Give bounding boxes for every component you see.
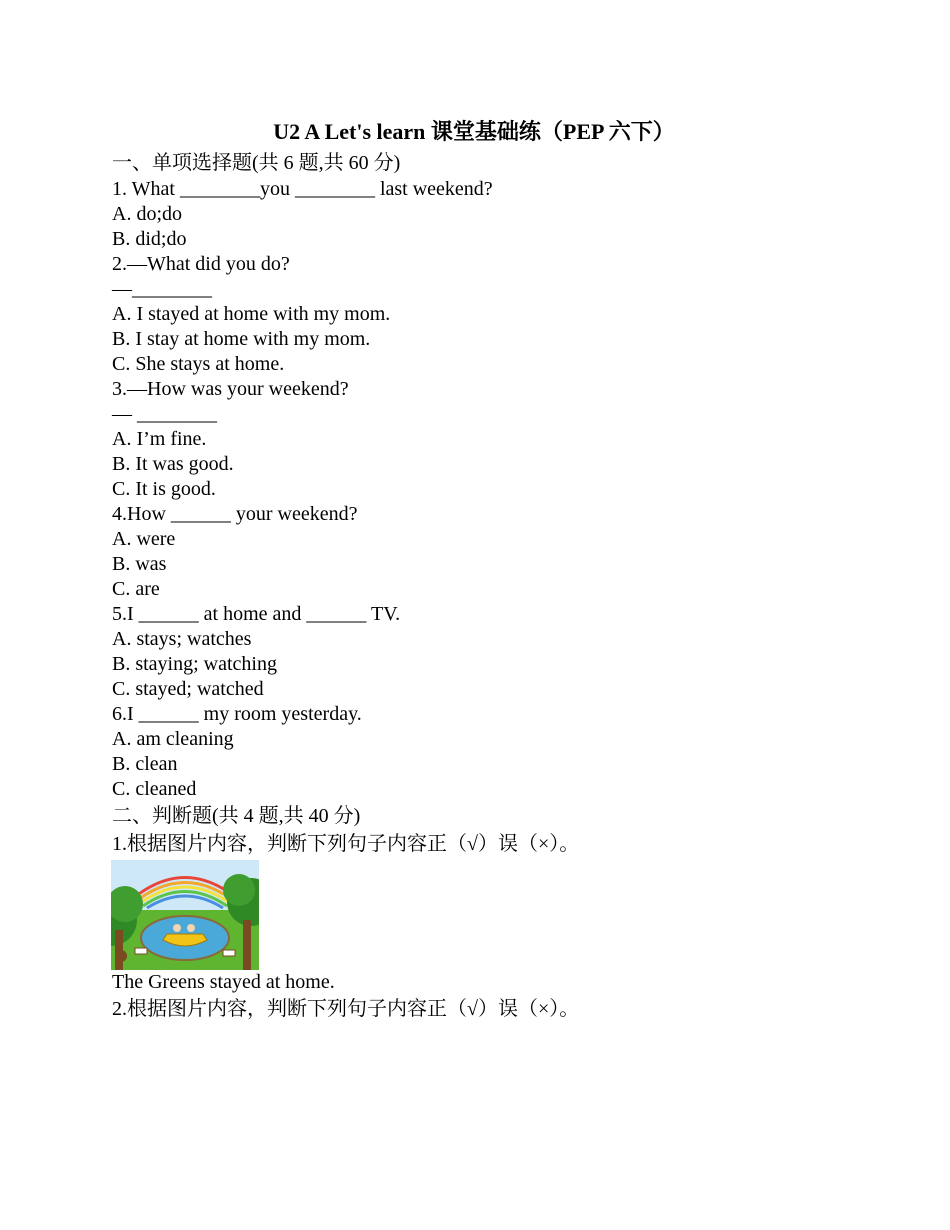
question-4: [112, 502, 872, 602]
judge-question-1: [112, 830, 872, 995]
question-2-option-a: A. I stayed at home with my mom.: [112, 303, 391, 325]
question-4-option-a: A. were: [112, 528, 176, 550]
question-6: [112, 702, 872, 802]
question-1: [112, 177, 872, 252]
question-5: [112, 602, 872, 702]
judge-question-1-instruction: 1.根据图片内容，判断下列句子内容正（√）误（×）。: [112, 833, 580, 855]
question-4-stem: 4.How ______ your weekend?: [112, 503, 358, 525]
judge-question-2: [112, 995, 872, 1023]
question-6-option-b: B. clean: [112, 753, 178, 775]
question-5-option-c: C. stayed; watched: [112, 678, 264, 700]
question-6-option-a: A. am cleaning: [112, 728, 234, 750]
question-3-option-a: A. I’m fine.: [112, 428, 207, 450]
question-1-option-a: A. do;do: [112, 203, 182, 225]
question-3: [112, 377, 872, 502]
question-2-option-c: C. She stays at home.: [112, 353, 285, 375]
question-3-stem: 3.—How was your weekend?: [112, 378, 349, 400]
question-3-option-b: B. It was good.: [112, 453, 234, 475]
question-2-stem: 2.—What did you do?: [112, 253, 290, 275]
question-6-stem: 6.I ______ my room yesterday.: [112, 703, 362, 725]
park-boat-illustration: [111, 860, 259, 970]
question-3-answer-blank: — ________: [112, 403, 217, 425]
judge-question-2-instruction: 2.根据图片内容，判断下列句子内容正（√）误（×）。: [112, 998, 580, 1020]
question-1-option-b: B. did;do: [112, 228, 187, 250]
question-4-option-c: C. are: [112, 578, 160, 600]
section1-heading: 一、单项选择题(共 6 题,共 60 分): [112, 152, 401, 174]
question-1-stem: 1. What ________you ________ last weekend?: [112, 178, 493, 200]
question-4-option-b: B. was: [112, 553, 167, 575]
question-5-option-b: B. staying; watching: [112, 653, 277, 675]
question-5-stem: 5.I ______ at home and ______ TV.: [112, 603, 401, 625]
question-6-option-c: C. cleaned: [112, 778, 197, 800]
worksheet-title: U2 A Let's learn 课堂基础练（PEP 六下）: [273, 119, 675, 144]
question-5-option-a: A. stays; watches: [112, 628, 252, 650]
section2-heading: 二、判断题(共 4 题,共 40 分): [112, 805, 361, 827]
question-2-option-b: B. I stay at home with my mom.: [112, 328, 371, 350]
question-2-answer-blank: —________: [112, 278, 212, 300]
worksheet-page: [112, 115, 872, 1023]
question-2: [112, 252, 872, 377]
judge-question-1-sentence: The Greens stayed at home.: [112, 971, 335, 993]
question-3-option-c: C. It is good.: [112, 478, 216, 500]
